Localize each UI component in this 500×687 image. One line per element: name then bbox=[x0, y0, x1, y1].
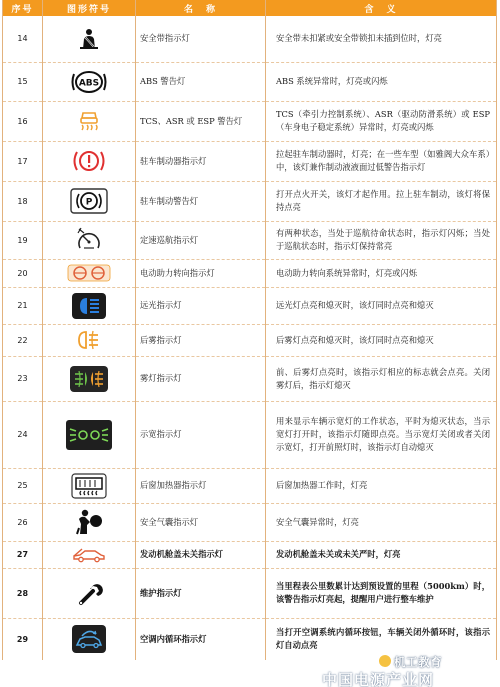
watermark-logo-icon bbox=[378, 654, 392, 668]
table-row bbox=[3, 356, 497, 401]
high-beam-icon bbox=[72, 293, 106, 319]
sign-name: 后雾指示灯 bbox=[136, 324, 266, 356]
sign-meaning: 安全带未扣紧或安全带锁扣未插到位时，灯亮 bbox=[266, 16, 497, 62]
header-meaning: 含 义 bbox=[266, 0, 497, 16]
row-number: 20 bbox=[3, 259, 43, 287]
table-row bbox=[3, 468, 497, 503]
cruise-control-icon bbox=[74, 226, 104, 254]
sign-meaning: 后雾灯点亮和熄灭时，该灯同时点亮和熄灭 bbox=[266, 324, 497, 356]
row-number: 26 bbox=[3, 503, 43, 541]
sign-name: 远光指示灯 bbox=[136, 287, 266, 324]
sign-meaning: 后窗加热器工作时，灯亮 bbox=[266, 468, 497, 503]
row-number: 17 bbox=[3, 141, 43, 181]
sign-meaning: 有两种状态，当处于巡航待命状态时，指示灯闪烁；当处于巡航状态时，指示灯保持常亮 bbox=[266, 221, 497, 259]
row-number: 28 bbox=[3, 568, 43, 618]
sign-name: TCS、ASR 或 ESP 警告灯 bbox=[136, 101, 266, 141]
sign-name: 安全带指示灯 bbox=[136, 16, 266, 62]
table-row bbox=[3, 221, 497, 259]
sign-name: 电动助力转向指示灯 bbox=[136, 259, 266, 287]
header-name: 名 称 bbox=[136, 0, 266, 16]
indicator-signs-table bbox=[2, 0, 497, 660]
table-row bbox=[3, 568, 497, 618]
sign-name: 维护指示灯 bbox=[136, 568, 266, 618]
wrench-icon bbox=[75, 579, 103, 607]
row-number: 21 bbox=[3, 287, 43, 324]
table-row bbox=[3, 141, 497, 181]
svg-text:ABS: ABS bbox=[78, 78, 100, 88]
table-row bbox=[3, 401, 497, 468]
sign-meaning: 打开点火开关，该灯才起作用。拉上驻车制动，该灯将保持点亮 bbox=[266, 181, 497, 221]
watermark-site: 中国电源产业网 bbox=[322, 671, 435, 687]
sign-meaning: 发动机舱盖未关或未关严时，灯亮 bbox=[266, 541, 497, 568]
header-number: 序号 bbox=[3, 0, 43, 16]
sign-name: 安全气囊指示灯 bbox=[136, 503, 266, 541]
sign-name: ABS 警告灯 bbox=[136, 62, 266, 101]
table-row bbox=[3, 62, 497, 101]
table-header-row bbox=[3, 0, 497, 16]
table-row bbox=[3, 259, 497, 287]
side-marker-icon bbox=[66, 420, 112, 450]
sign-name: 示宽指示灯 bbox=[136, 401, 266, 468]
sign-name: 雾灯指示灯 bbox=[136, 356, 266, 401]
row-number: 27 bbox=[3, 541, 43, 568]
row-number: 24 bbox=[3, 401, 43, 468]
airbag-icon bbox=[74, 508, 104, 536]
rear-defrost-icon bbox=[71, 473, 107, 499]
sign-meaning: 当里程表公里数累计达到预设置的里程（5000km）时，该警告指示灯亮起，提醒用户进行整车维护 bbox=[266, 568, 497, 618]
row-number: 19 bbox=[3, 221, 43, 259]
row-number: 29 bbox=[3, 618, 43, 660]
table-row bbox=[3, 287, 497, 324]
brake-warning-icon bbox=[70, 148, 108, 174]
table-row bbox=[3, 503, 497, 541]
table-row bbox=[3, 101, 497, 141]
sign-meaning: 当打开空调系统内循环按钮，车辆关闭外循环时，该指示灯自动点亮 bbox=[266, 618, 497, 660]
sign-name: 发动机舱盖未关指示灯 bbox=[136, 541, 266, 568]
sign-name: 后窗加热器指示灯 bbox=[136, 468, 266, 503]
row-number: 14 bbox=[3, 16, 43, 62]
rear-fog-icon bbox=[74, 329, 104, 351]
table-row bbox=[3, 324, 497, 356]
table-row bbox=[3, 16, 497, 62]
sign-meaning: 前、后雾灯点亮时，该指示灯相应的标志就会点亮。关闭雾灯后，指示灯熄灭 bbox=[266, 356, 497, 401]
table-row bbox=[3, 181, 497, 221]
watermark-publisher: 机工教育 bbox=[394, 655, 442, 669]
header-symbol: 图形符号 bbox=[43, 0, 136, 16]
sign-meaning: 远光灯点亮和熄灭时，该灯同时点亮和熄灭 bbox=[266, 287, 497, 324]
power-steering-icon bbox=[67, 264, 111, 282]
sign-name: 定速巡航指示灯 bbox=[136, 221, 266, 259]
fog-lights-icon bbox=[70, 366, 108, 392]
sign-meaning: 用来显示车辆示宽灯的工作状态，平时为熄灭状态，当示宽灯打开时，该指示灯随即点亮。当示宽灯关闭或者关闭示宽灯，打开前照灯时，该指示灯自动熄灭 bbox=[266, 401, 497, 468]
sign-meaning: ABS 系统异常时，灯亮或闪烁 bbox=[266, 62, 497, 101]
parking-brake-icon bbox=[70, 188, 108, 214]
sign-name: 驻车制动器指示灯 bbox=[136, 141, 266, 181]
sign-name: 空调内循环指示灯 bbox=[136, 618, 266, 660]
hood-open-icon bbox=[71, 547, 107, 563]
svg-text:P: P bbox=[85, 197, 93, 208]
sign-meaning: 拉起驻车制动器时，灯亮；在一些车型（如雅阁大众车系）中，该灯兼作制动液液面过低警告指示灯 bbox=[266, 141, 497, 181]
seatbelt-icon bbox=[76, 26, 102, 52]
row-number: 25 bbox=[3, 468, 43, 503]
row-number: 15 bbox=[3, 62, 43, 101]
traction-control-icon bbox=[77, 109, 101, 133]
sign-meaning: 安全气囊异常时，灯亮 bbox=[266, 503, 497, 541]
air-recirculation-icon bbox=[72, 625, 106, 653]
table-row bbox=[3, 541, 497, 568]
sign-meaning: 电动助力转向系统异常时，灯亮或闪烁 bbox=[266, 259, 497, 287]
sign-meaning: TCS（牵引力控制系统）、ASR（驱动防滑系统）或 ESP（车身电子稳定系统）异常时，灯亮或闪烁 bbox=[266, 101, 497, 141]
row-number: 23 bbox=[3, 356, 43, 401]
row-number: 22 bbox=[3, 324, 43, 356]
row-number: 16 bbox=[3, 101, 43, 141]
abs-icon bbox=[70, 70, 108, 94]
row-number: 18 bbox=[3, 181, 43, 221]
sign-name: 驻车制动警告灯 bbox=[136, 181, 266, 221]
